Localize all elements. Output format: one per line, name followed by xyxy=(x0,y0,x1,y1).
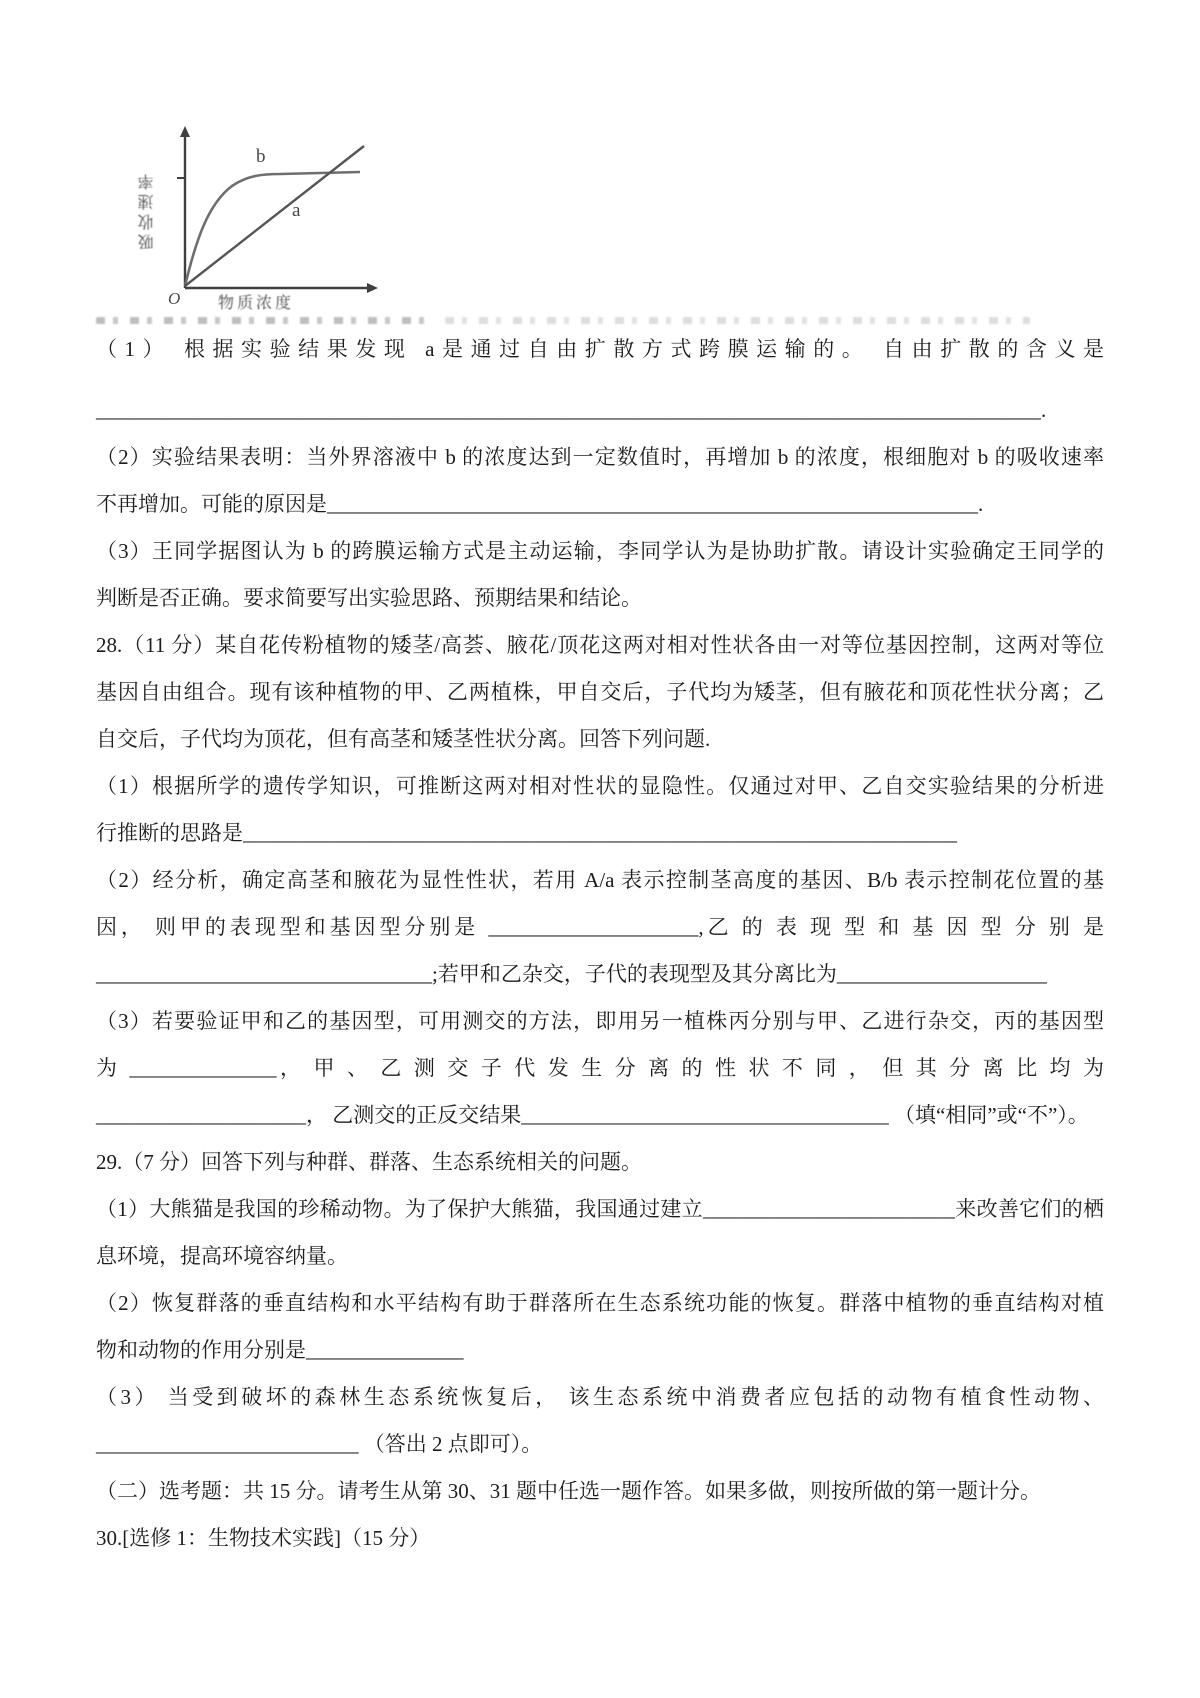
origin-label: O xyxy=(168,289,181,308)
q29-part3-blank-line: _________________________ （答出 2 点即可）。 xyxy=(96,1432,543,1456)
x-axis-arrow-icon xyxy=(367,283,378,293)
x-axis-label: 物质浓度 xyxy=(218,295,295,312)
q30-header-line: 30.[选修 1：生物技术实践]（15 分） xyxy=(96,1526,431,1550)
q29-header-line: 29.（7 分）回答下列与种群、群落、生态系统相关的问题。 xyxy=(96,1150,642,1174)
q29-part1-line-1: （1）大熊猫是我国的珍稀动物。为了保护大熊猫，我国通过建立________________________来改善它们的栖 xyxy=(96,1197,1104,1221)
chart-canvas xyxy=(130,118,390,318)
q28-part3-line-1: （3）若要验证甲和乙的基因型，可用测交的方法，即用另一植株丙分别与甲、乙进行杂交，丙的基因型 xyxy=(96,1009,1104,1033)
q3-stem-line-2: 判断是否正确。要求简要写出实验思路、预期结果和结论。 xyxy=(96,586,642,610)
q29-part3-line-1: （3） 当受到破坏的森林生态系统恢复后， 该生态系统中消费者应包括的动物有植食性动物、 xyxy=(96,1385,1104,1409)
curve-b-label: b xyxy=(256,146,266,167)
q28-part2-line-3: ________________________________;若甲和乙杂交，子代的表现型及其分离比为____________________ xyxy=(96,962,1047,986)
q28-part1-blank-line: 行推断的思路是____________________________________________________________________ xyxy=(96,821,957,845)
cropped-text-artifact xyxy=(96,317,431,324)
q28-part1-line-1: （1）根据所学的遗传学知识，可推断这两对相对性状的显隐性。仅通过对甲、乙自交实验结果的分析进 xyxy=(96,774,1104,798)
q2-stem-line-2-blank: 不再增加。可能的原因是______________________________________________________________. xyxy=(96,492,984,516)
q28-part3-line-2: 为 ______________， 甲 、 乙 测 交 子 代 发 生 分 离 的 性 状 不 同 ， 但 其 分 离 比 均 为 xyxy=(96,1056,1104,1080)
q1-stem-line: （1） 根据实验结果发现 a是通过自由扩散方式跨膜运输的。 自由扩散的含义是 xyxy=(96,337,1104,361)
curve-a-label: a xyxy=(292,200,301,221)
q28-intro-line-3: 自交后，子代均为顶花，但有高茎和矮茎性状分离。回答下列问题. xyxy=(96,727,711,751)
question-text-block xyxy=(96,326,1104,1562)
cropped-text-artifact xyxy=(445,317,1030,324)
q1-answer-blank-line: __________________________________________________________________________________________. xyxy=(96,398,1047,422)
curve-a xyxy=(185,146,364,286)
q28-part3-line-3: ____________________， 乙测交的正反交结果___________________________________ （填“相同”或“不”）。 xyxy=(96,1103,1089,1127)
section-2-note-line: （二）选考题：共 15 分。请考生从第 30、31 题中任选一题作答。如果多做，则按所做的第一题计分。 xyxy=(96,1479,1041,1503)
curve-b xyxy=(185,172,360,286)
q28-part2-line-1: （2）经分析，确定高茎和腋花为显性性状，若用 A/a 表示控制茎高度的基因、B/b 表示控制花位置的基 xyxy=(96,868,1104,892)
q2-stem-line-1: （2）实验结果表明：当外界溶液中 b 的浓度达到一定数值时，再增加 b 的浓度，根细胞对 b 的吸收速率 xyxy=(96,445,1104,469)
q28-intro-line-2: 基因自由组合。现有该种植物的甲、乙两植株，甲自交后，子代均为矮茎，但有腋花和顶花性状分离；乙 xyxy=(96,680,1104,704)
q3-stem-line-1: （3）王同学据图认为 b 的跨膜运输方式是主动运输，李同学认为是协助扩散。请设计实验确定王同学的 xyxy=(96,539,1104,563)
y-axis-arrow-icon xyxy=(180,126,190,137)
q29-part2-blank-line: 物和动物的作用分别是_______________ xyxy=(96,1338,464,1362)
absorption-rate-chart xyxy=(130,118,390,318)
y-axis-label: 吸收速率 xyxy=(139,170,156,250)
q29-part1-line-2: 息环境，提高环境容纳量。 xyxy=(96,1244,348,1268)
q28-intro-line-1: 28.（11 分）某自花传粉植物的矮茎/高荟、腋花/顶花这两对相对性状各由一对等位基因控制，这两对等位 xyxy=(96,633,1104,657)
q28-part2-line-2: 因， 则甲的表现型和基因型分别是 ____________________,乙 的 表 现 型 和 基 因 型 分 别 是 xyxy=(96,915,1104,939)
q29-part2-line-1: （2）恢复群落的垂直结构和水平结构有助于群落所在生态系统功能的恢复。群落中植物的垂直结构对植 xyxy=(96,1291,1104,1315)
